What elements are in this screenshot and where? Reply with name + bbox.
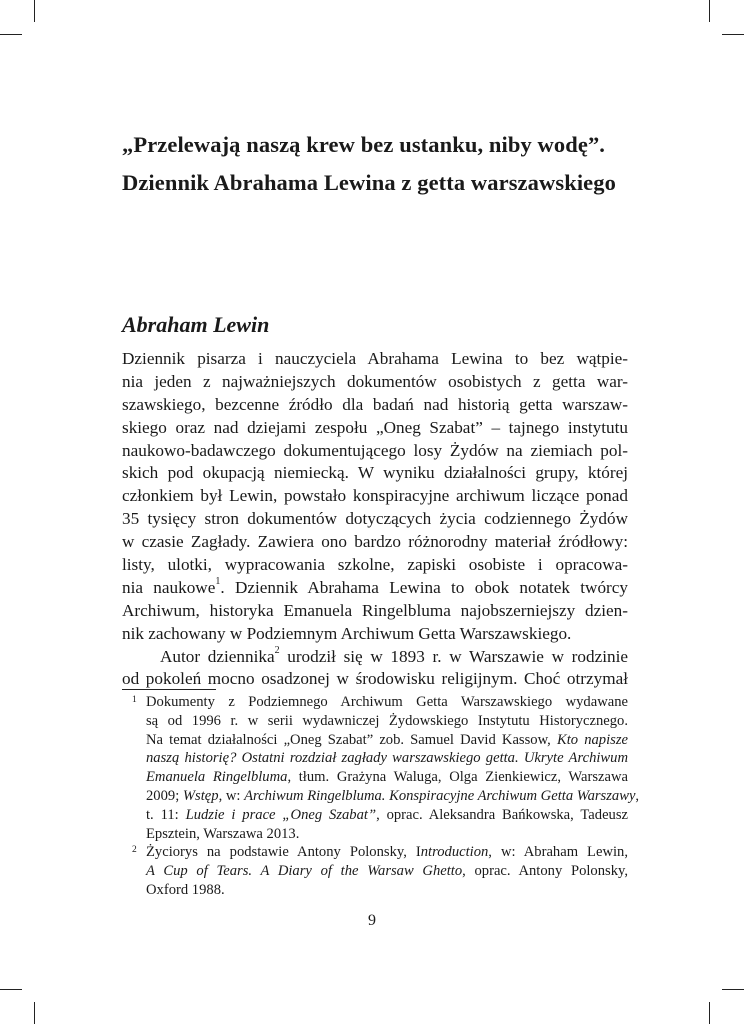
footnote-line — [146, 731, 628, 750]
chapter-title-line-1: „Przelewają naszą krew bez ustanku, niby wodę”. — [122, 132, 606, 157]
crop-mark-bottom-right-h — [722, 989, 744, 990]
footnote-title: Archiwum Ringelbluma. Konspiracyjne Archiwum Getta Warszawy — [244, 787, 636, 804]
footnote-title: A Cup of Tears. A Diary of the Warsaw Ghetto — [146, 863, 463, 880]
footnote-ref-2[interactable]: 2 — [274, 644, 280, 656]
footnote-text: , — [635, 787, 640, 804]
body-line: szawskiego, bezcenne źródło dla badań nad historią getta warszaw- — [122, 394, 628, 414]
crop-mark-bottom-left-v — [34, 1002, 35, 1024]
body-line: Archiwum, historyka Emanuela Ringelbluma najobszerniejszy dzien- — [122, 600, 628, 620]
footnote-line — [146, 843, 628, 862]
body-text-fragment: nia naukowe — [122, 577, 216, 597]
footnote-line: są od 1996 r. w serii wydawniczej Żydowskiego Instytutu Historycznego. — [146, 712, 628, 729]
footnote-title: Emanuela Ringelbluma — [146, 769, 288, 786]
footnote-text: t. 11: — [146, 806, 186, 823]
footnote-title: Kto napisze — [556, 731, 628, 748]
body-line: skiego oraz nad dziejami zespołu „Oneg Szabat” – tajnego instytutu — [122, 417, 628, 437]
crop-mark-bottom-right-v — [709, 1002, 710, 1024]
crop-mark-top-left-v — [34, 0, 35, 22]
footnote-title: Wstęp — [182, 787, 219, 804]
body-text-fragment: . Dziennik Abrahama Lewina to obok notatek twórcy — [220, 577, 629, 597]
page-number: 9 — [368, 912, 376, 929]
body-line: naukowo-badawczego dokumentującego losy Żydów na ziemiach pol- — [122, 440, 628, 460]
footnote-line — [146, 806, 628, 825]
footnote-title: naszą historię? Ostatni rozdział zagłady warszawskiego getta. Ukryte Archiwum — [146, 750, 628, 767]
footnote-line — [146, 787, 640, 806]
crop-mark-top-right-v — [709, 0, 710, 22]
footnote-text: , w: — [218, 787, 245, 804]
crop-mark-top-right-h — [722, 34, 744, 35]
footnote-2 — [122, 843, 628, 899]
footnote-separator — [122, 689, 216, 690]
footnote-line — [146, 862, 628, 881]
crop-mark-top-left-h — [0, 34, 22, 35]
footnote-number: 1 — [132, 695, 137, 705]
footnote-text: Na temat działalności „Oneg Szabat” zob. Samuel David Kassow, — [146, 731, 557, 748]
footnote-text: , oprac. Antony Polonsky, — [462, 863, 628, 880]
body-line: listy, ulotki, wypracowania szkolne, zapiski osobiste i opracowa- — [122, 555, 628, 575]
chapter-title-line-2: Dziennik Abrahama Lewina z getta warszawskiego — [122, 170, 616, 195]
footnote-line: Oxford 1988. — [146, 881, 225, 898]
body-line: w czasie Zagłady. Zawiera ono bardzo różnorodny materiał źródłowy: — [122, 532, 628, 552]
footnote-text: , oprac. Aleksandra Bańkowska, Tadeusz — [376, 806, 629, 823]
body-line: od pokoleń mocno osadzonej w środowisku religijnym. Choć otrzymał — [122, 669, 628, 689]
footnote-1 — [122, 693, 640, 843]
footnote-line — [146, 768, 628, 787]
body-line: Dziennik pisarza i nauczyciela Abrahama Lewina to bez wątpie- — [122, 349, 628, 368]
footnotes — [122, 693, 640, 900]
footnote-number: 2 — [132, 845, 137, 856]
body-line: członkiem był Lewin, powstało konspiracyjne archiwum liczące ponad — [122, 486, 628, 506]
footnote-title: ntroduction — [420, 844, 489, 861]
body-line: nia jeden z najważniejszych dokumentów osobistych z getta war- — [122, 371, 628, 391]
footnote-line — [146, 749, 628, 768]
footnote-line: Epsztein, Warszawa 2013. — [146, 825, 300, 842]
footnote-text: Życiorys na podstawie Antony Polonsky, I — [146, 844, 421, 861]
footnote-text: , w: Abraham Lewin, — [488, 844, 628, 861]
body-line — [122, 646, 628, 669]
footnote-text: , tłum. Grażyna Waluga, Olga Zienkiewicz, Warszawa — [287, 769, 629, 786]
footnote-ref-1[interactable]: 1 — [215, 576, 221, 588]
section-heading: Abraham Lewin — [122, 312, 270, 337]
footnote-title: Ludzie i prace „Oneg Szabat” — [185, 806, 377, 823]
body-line: skich pod okupacją niemiecką. W wyniku działalności grupy, której — [122, 463, 628, 483]
body-text-fragment: urodził się w 1893 r. w Warszawie w rodzinie — [279, 646, 628, 666]
footnote-text: 2009; — [146, 787, 183, 804]
chapter-title — [122, 126, 642, 202]
body-paragraphs — [122, 348, 628, 691]
crop-mark-bottom-left-h — [0, 989, 22, 990]
body-line — [122, 577, 628, 600]
body-line: nik zachowany w Podziemnym Archiwum Getta Warszawskiego. — [122, 623, 572, 643]
footnote-line: Dokumenty z Podziemnego Archiwum Getta Warszawskiego wydawane — [146, 694, 628, 710]
body-line: 35 tysięcy stron dokumentów dotyczących życia codziennego Żydów — [122, 509, 628, 529]
body-text-fragment: Autor dziennika — [160, 646, 275, 666]
